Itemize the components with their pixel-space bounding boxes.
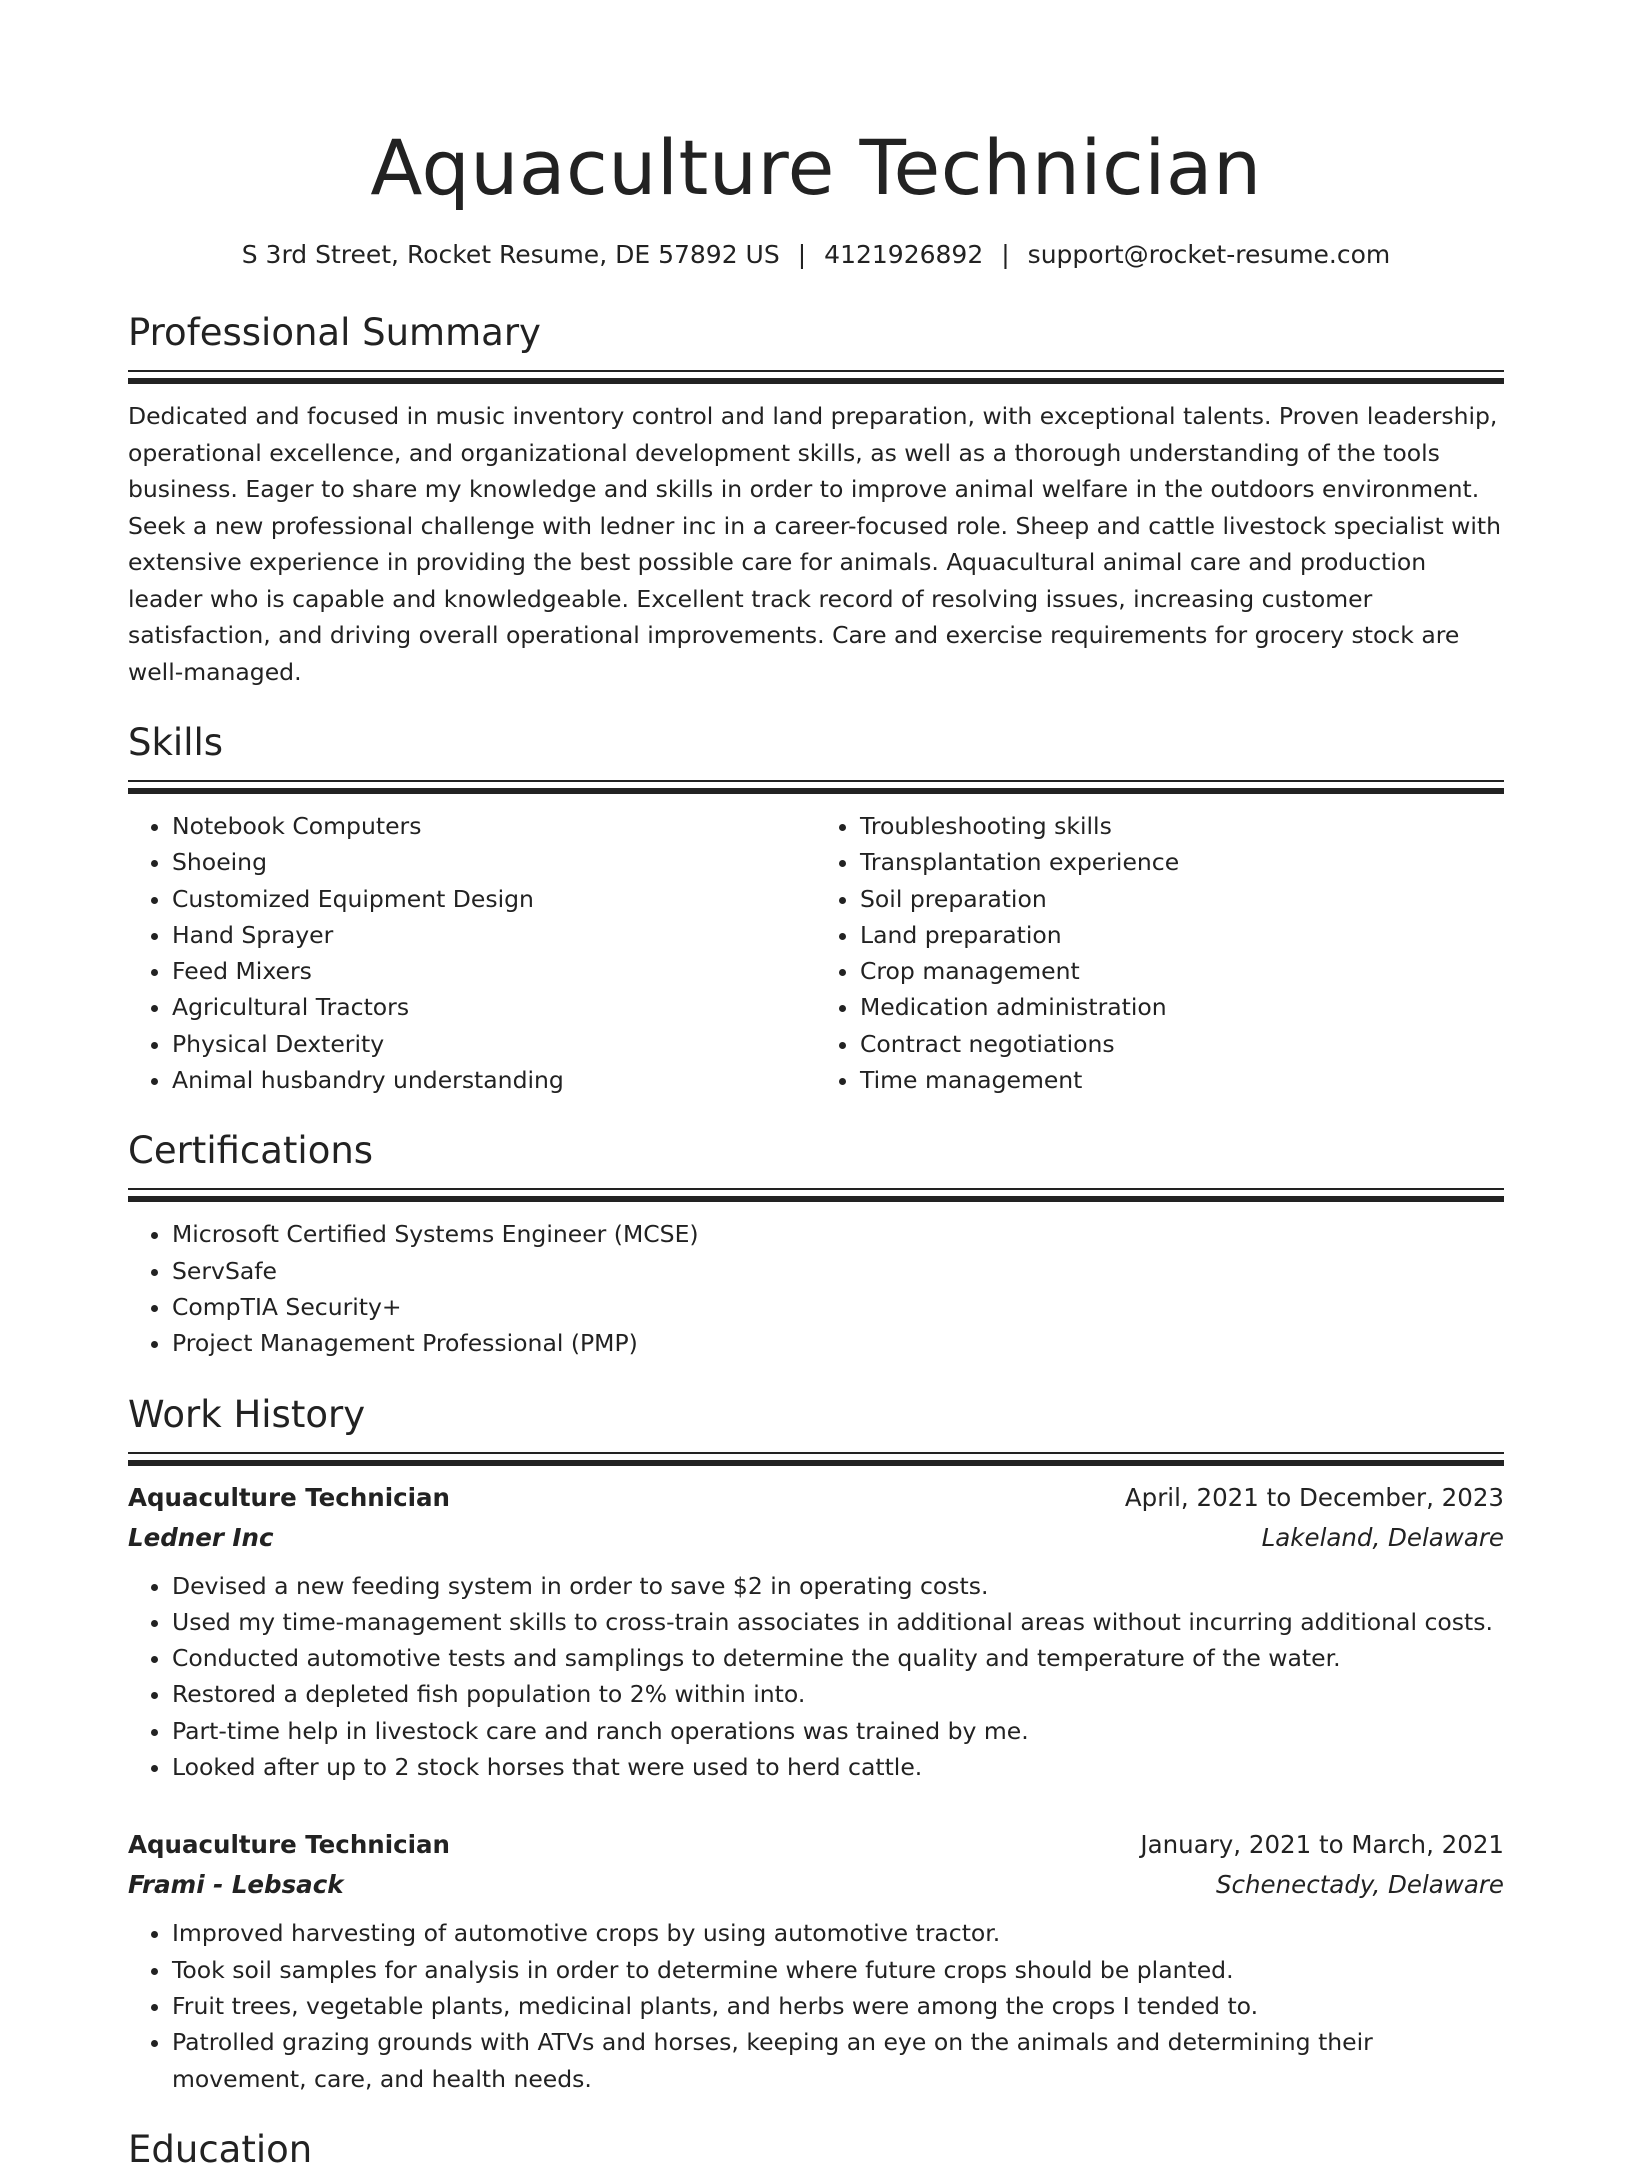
- skills-list-right: [816, 808, 1504, 1098]
- contact-separator: |: [1001, 240, 1010, 269]
- skills-column-left: [128, 794, 816, 1098]
- list-item: • Agricultural Tractors: [172, 989, 816, 1025]
- list-item: • Hand Sprayer: [172, 917, 816, 953]
- job-title: Aquaculture Technician: [128, 1482, 450, 1512]
- job-bullets: [128, 1568, 1504, 1786]
- work-history-section: [128, 1392, 1504, 2097]
- list-item: • Land preparation: [860, 917, 1504, 953]
- contact-separator: |: [797, 240, 807, 269]
- job-title: Aquaculture Technician: [128, 1830, 450, 1860]
- list-item: • Fruit trees, vegetable plants, medicinal plants, and herbs were among the crops I tended to.: [172, 1988, 1504, 2024]
- job-dates: January, 2021 to March, 2021: [1140, 1830, 1504, 1860]
- education-section: [128, 2127, 1504, 2173]
- skills-list-left: [128, 808, 816, 1098]
- certifications-section: [128, 1128, 1504, 1361]
- job-company: Frami - Lebsack: [128, 1870, 344, 1900]
- list-item: • Project Management Professional (PMP): [172, 1325, 1504, 1361]
- resume-page: [128, 0, 1504, 2173]
- job-header: [128, 1825, 1504, 1865]
- list-item: • Contract negotiations: [860, 1026, 1504, 1062]
- list-item: • Conducted automotive tests and samplings to determine the quality and temperature of the water.: [172, 1640, 1504, 1676]
- list-item: • Medication administration: [860, 989, 1504, 1025]
- job-header: [128, 1478, 1504, 1518]
- job-subheader: [128, 1865, 1504, 1905]
- contact-phone: 4121926892: [824, 240, 984, 269]
- list-item: • Looked after up to 2 stock horses that were used to herd cattle.: [172, 1749, 1504, 1785]
- list-item: • ServSafe: [172, 1253, 1504, 1289]
- list-item: • Transplantation experience: [860, 844, 1504, 880]
- section-title-work-history: Work History: [128, 1392, 366, 1436]
- list-item: • Animal husbandry understanding: [172, 1062, 816, 1098]
- list-item: • Part-time help in livestock care and ranch operations was trained by me.: [172, 1713, 1504, 1749]
- certifications-list: [128, 1216, 1504, 1361]
- skills-section: [128, 720, 1504, 1098]
- list-item: • Restored a depleted fish population to 2% within into.: [172, 1676, 1504, 1712]
- list-item: • Improved harvesting of automotive crops by using automotive tractor.: [172, 1915, 1504, 1951]
- list-item: • Physical Dexterity: [172, 1026, 816, 1062]
- list-item: • Notebook Computers: [172, 808, 816, 844]
- jobs-container: [128, 1478, 1504, 2097]
- section-divider: [128, 1452, 1504, 1466]
- list-item: • Customized Equipment Design: [172, 881, 816, 917]
- skills-column-right: [816, 794, 1504, 1098]
- job-bullets: [128, 1915, 1504, 2096]
- job-location: Schenectady, Delaware: [1216, 1870, 1504, 1900]
- list-item: • Feed Mixers: [172, 953, 816, 989]
- job-dates: April, 2021 to December, 2023: [1124, 1482, 1504, 1512]
- job-subheader: [128, 1518, 1504, 1558]
- list-item: • Took soil samples for analysis in order to determine where future crops should be planted.: [172, 1952, 1504, 1988]
- section-divider: [128, 1188, 1504, 1202]
- job-entry: [128, 1825, 1504, 2096]
- list-item: • Soil preparation: [860, 881, 1504, 917]
- contact-address: S 3rd Street, Rocket Resume, DE 57892 US: [241, 240, 780, 269]
- job-entry: [128, 1478, 1504, 1786]
- section-title-summary: Professional Summary: [128, 311, 541, 354]
- section-divider: [128, 780, 1504, 794]
- contact-email: support@rocket-resume.com: [1027, 240, 1391, 269]
- list-item: • Devised a new feeding system in order to save $2 in operating costs.: [172, 1568, 1504, 1604]
- section-title-certifications: Certifications: [128, 1129, 374, 1173]
- list-item: • Shoeing: [172, 844, 816, 880]
- section-title-skills: Skills: [128, 721, 224, 764]
- list-item: • Microsoft Certified Systems Engineer (MCSE): [172, 1216, 1504, 1252]
- job-location: Lakeland, Delaware: [1261, 1522, 1504, 1552]
- skills-columns: [128, 794, 1504, 1098]
- section-divider: [128, 370, 1504, 384]
- list-item: • Used my time-management skills to cross-train associates in additional areas without incurring additional costs.: [172, 1604, 1504, 1640]
- resume-name: Aquaculture Technician: [370, 123, 1262, 212]
- list-item: • CompTIA Security+: [172, 1289, 1504, 1325]
- summary-text: Dedicated and focused in music inventory control and land preparation, with exceptional talents. Proven leadership, operational excellence, and organizational development skills, as well as a thorough understanding of the tools business. Eager to share my knowledge and skills in order to improve animal welfare in the outdoors environment. Seek a new professional challenge with ledner inc in a career-focused role. Sheep and cattle livestock specialist with extensive experience in providing the best possible care for animals. Aquacultural animal care and production leader who is capable and knowledgeable. Excellent track record of resolving issues, increasing customer satisfaction, and driving overall operational improvements. Care and exercise requirements for grocery stock are well-managed.: [128, 402, 1502, 686]
- contact-line: [128, 238, 1504, 272]
- section-title-education: Education: [128, 2127, 313, 2171]
- list-item: • Crop management: [860, 953, 1504, 989]
- list-item: • Troubleshooting skills: [860, 808, 1504, 844]
- job-company: Ledner Inc: [128, 1522, 274, 1552]
- list-item: • Patrolled grazing grounds with ATVs and horses, keeping an eye on the animals and determining their movement, care, and health needs.: [172, 2024, 1504, 2097]
- summary-section: [128, 310, 1504, 690]
- list-item: • Time management: [860, 1062, 1504, 1098]
